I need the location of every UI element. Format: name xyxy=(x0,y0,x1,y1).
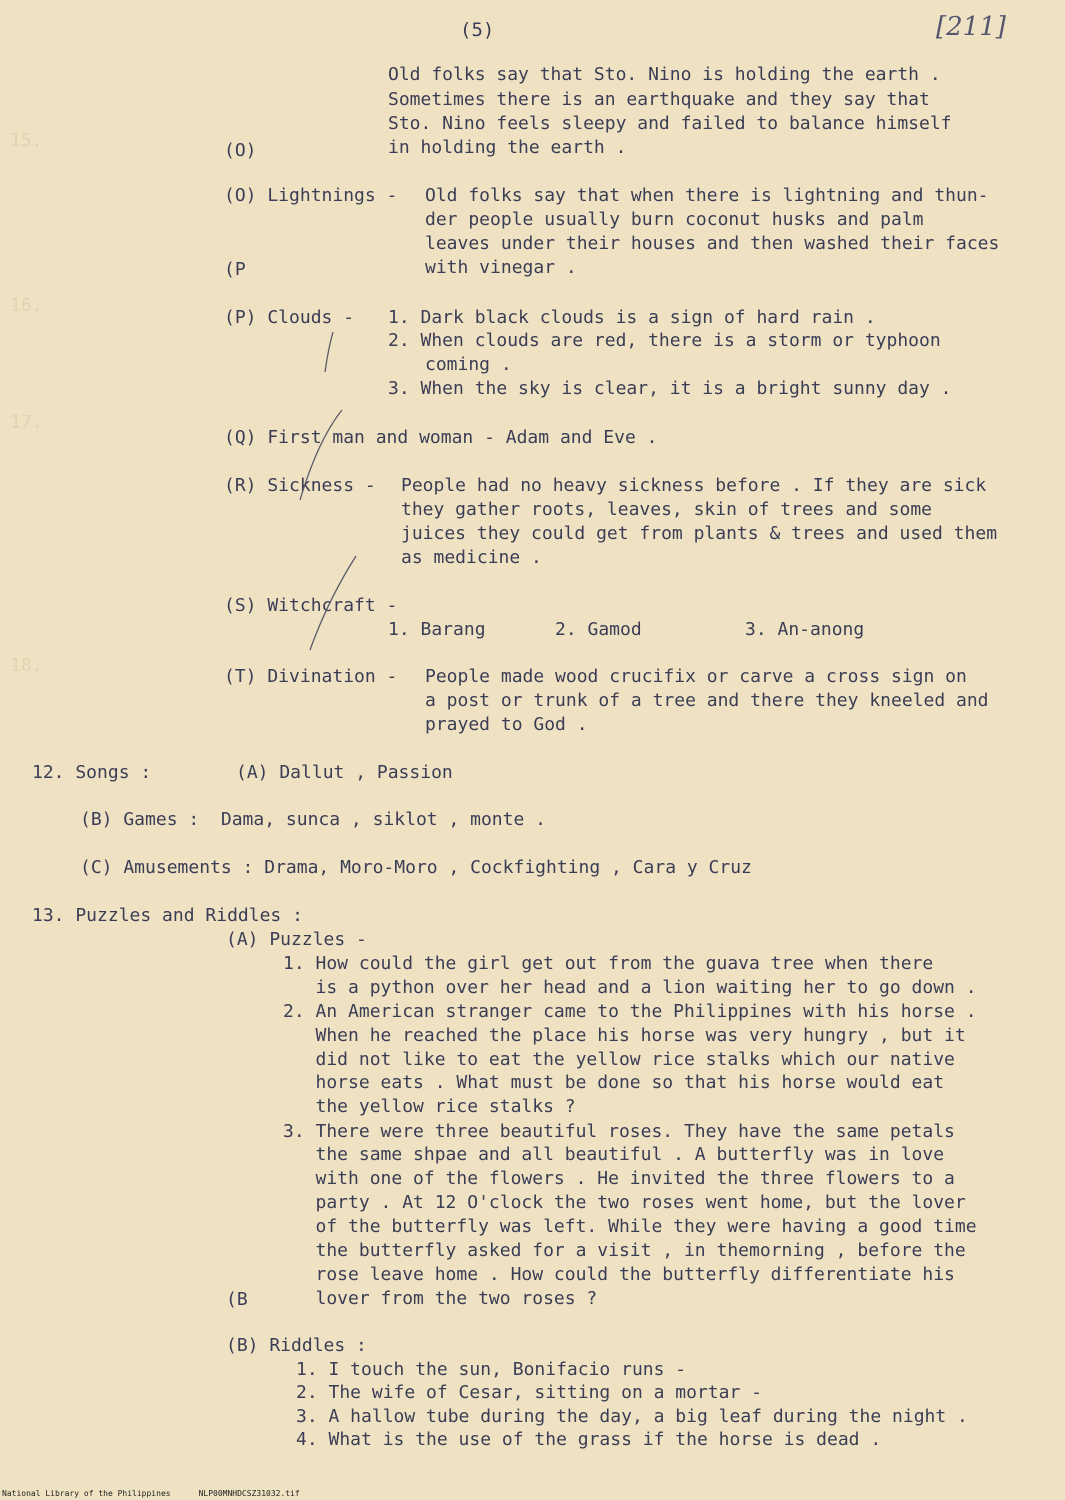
puzzle-line: the butterfly asked for a visit , in themorning , before the xyxy=(283,1240,966,1261)
games-line: (B) Games : Dama, sunca , siklot , monte . xyxy=(80,809,546,830)
witchcraft-item: 2. Gamod xyxy=(555,619,642,640)
section-label: (B xyxy=(226,1289,248,1310)
sickness-line: as medicine . xyxy=(401,547,542,568)
pencil-mark xyxy=(300,410,342,500)
bleed-through: 17. xyxy=(10,412,43,433)
puzzles-riddles-heading: 13. Puzzles and Riddles : xyxy=(32,905,303,926)
earth-line: in holding the earth . xyxy=(388,137,627,158)
clouds-heading: (P) Clouds - xyxy=(224,307,355,328)
amusements-line: (C) Amusements : Drama, Moro-Moro , Cockfighting , Cara y Cruz xyxy=(80,857,752,878)
riddle-line: 3. A hallow tube during the day, a big leaf during the night . xyxy=(296,1406,968,1427)
archive-stamp: [211] xyxy=(936,12,1006,42)
clouds-line: 2. When clouds are red, there is a storm or typhoon xyxy=(388,330,941,351)
puzzle-line: is a python over her head and a lion waiting her to go down . xyxy=(283,977,977,998)
section-label: (P xyxy=(224,259,246,280)
archive-footer xyxy=(2,1489,328,1499)
clouds-line: coming . xyxy=(425,354,512,375)
sickness-line: People had no heavy sickness before . If they are sick xyxy=(401,475,987,496)
witchcraft-item: 3. An-anong xyxy=(745,619,865,640)
puzzle-line: 3. There were three beautiful roses. They have the same petals xyxy=(283,1121,955,1142)
puzzle-line: horse eats . What must be done so that his horse would eat xyxy=(283,1072,945,1093)
first-man-line: (Q) First man and woman - Adam and Eve . xyxy=(224,427,658,448)
puzzle-line: with one of the flowers . He invited the three flowers to a xyxy=(283,1168,955,1189)
lightning-line: der people usually burn coconut husks and palm xyxy=(425,209,924,230)
sickness-line: juices they could get from plants & trees and used them xyxy=(401,523,998,544)
puzzle-line: rose leave home . How could the butterfly differentiate his xyxy=(283,1264,955,1285)
lightning-heading: (O) Lightnings - xyxy=(224,185,398,206)
earth-line: Sometimes there is an earthquake and they say that xyxy=(388,89,930,110)
bleed-through: 15. xyxy=(10,130,43,151)
songs-line: (A) Dallut , Passion xyxy=(236,762,453,783)
riddles-heading: (B) Riddles : xyxy=(226,1335,367,1356)
puzzle-line: did not like to eat the yellow rice stalks which our native xyxy=(283,1049,955,1070)
bleed-through: 18. xyxy=(10,655,43,676)
divination-line: a post or trunk of a tree and there they kneeled and xyxy=(425,690,989,711)
pencil-mark xyxy=(310,556,356,650)
puzzle-line: the yellow rice stalks ? xyxy=(283,1096,576,1117)
puzzle-line: lover from the two roses ? xyxy=(283,1288,598,1309)
puzzles-heading: (A) Puzzles - xyxy=(226,929,367,950)
earth-line: Sto. Nino feels sleepy and failed to balance himself xyxy=(388,113,952,134)
witchcraft-heading: (S) Witchcraft - xyxy=(224,595,398,616)
songs-heading: 12. Songs : xyxy=(32,762,152,783)
footer-file: NLP00MNHDCSZ31032.tif xyxy=(198,1489,300,1498)
riddle-line: 1. I touch the sun, Bonifacio runs - xyxy=(296,1359,687,1380)
divination-line: prayed to God . xyxy=(425,714,588,735)
sickness-heading: (R) Sickness - xyxy=(224,475,376,496)
puzzle-line: 2. An American stranger came to the Philippines with his horse . xyxy=(283,1001,977,1022)
earth-line: Old folks say that Sto. Nino is holding the earth . xyxy=(388,64,941,85)
puzzle-line: When he reached the place his horse was very hungry , but it xyxy=(283,1025,966,1046)
lightning-line: Old folks say that when there is lightning and thun- xyxy=(425,185,989,206)
lightning-line: leaves under their houses and then washed their faces xyxy=(425,233,1000,254)
clouds-line: 3. When the sky is clear, it is a bright sunny day . xyxy=(388,378,952,399)
puzzle-line: the same shpae and all beautiful . A butterfly was in love xyxy=(283,1144,945,1165)
divination-line: People made wood crucifix or carve a cross sign on xyxy=(425,666,967,687)
puzzle-line: 1. How could the girl get out from the guava tree when there xyxy=(283,953,934,974)
divination-heading: (T) Divination - xyxy=(224,666,398,687)
pencil-mark xyxy=(325,332,333,372)
section-label: (O) xyxy=(224,140,257,161)
riddle-line: 2. The wife of Cesar, sitting on a mortar - xyxy=(296,1382,762,1403)
lightning-line: with vinegar . xyxy=(425,257,577,278)
puzzle-line: of the butterfly was left. While they were having a good time xyxy=(283,1216,977,1237)
footer-library: National Library of the Philippines xyxy=(2,1489,171,1498)
page-number: (5) xyxy=(460,19,495,41)
sickness-line: they gather roots, leaves, skin of trees and some xyxy=(401,499,933,520)
puzzle-line: party . At 12 O'clock the two roses went home, but the lover xyxy=(283,1192,966,1213)
witchcraft-item: 1. Barang xyxy=(388,619,486,640)
clouds-line: 1. Dark black clouds is a sign of hard rain . xyxy=(388,307,876,328)
bleed-through: 16. xyxy=(10,295,43,316)
riddle-line: 4. What is the use of the grass if the horse is dead . xyxy=(296,1429,882,1450)
